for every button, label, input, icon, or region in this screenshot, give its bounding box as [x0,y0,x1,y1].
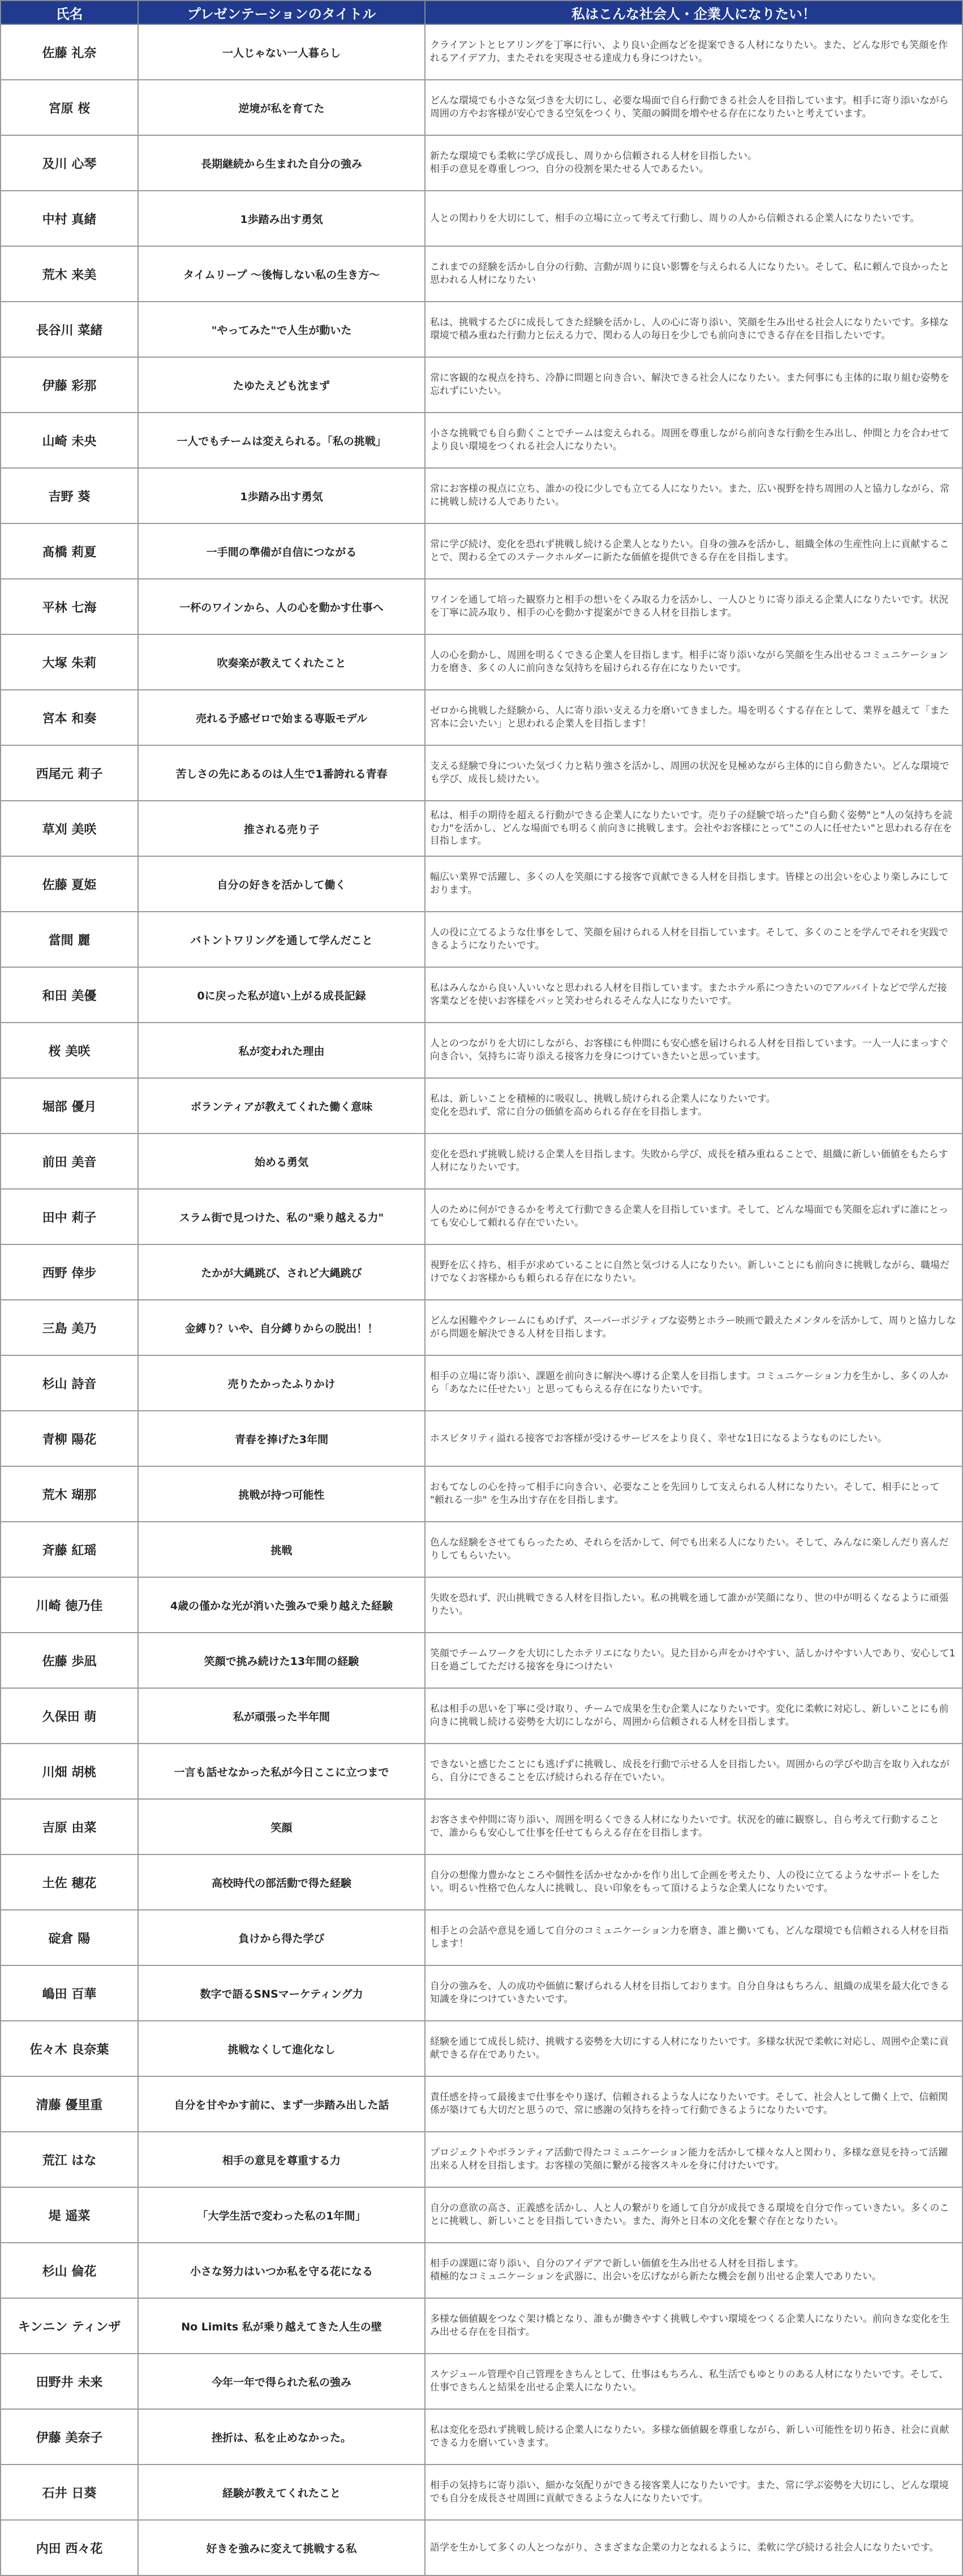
career-goal-cell [425,1023,962,1078]
presentation-title: たゆたえども沈まず [138,357,425,413]
table-header [1,1,962,24]
table-row [1,24,962,80]
table-row [1,357,962,413]
career-goal-cell [425,1577,962,1633]
presentation-title: "やってみた"で人生が動いた [138,302,425,357]
career-goal-text: 常にお客様の視点に立ち、誰かの役に少しでも立てる人になりたい。また、広い視野を持ち周囲の人と協力しながら、常に挑戦し続ける人でありたい。 [430,483,949,508]
presentation-title: 売りたかったふりかけ [138,1355,425,1411]
table-row [1,856,962,912]
table-row [1,1078,962,1134]
presentation-title: 長期継続から生まれた自分の強み [138,135,425,191]
career-goal-text: 相手の課題に寄り添い、自分のアイデアで新しい価値を生み出せる人材を目指します。 積極的なコミュニケーションを武器に、出会いを広げながら新たな機会を創り出せる企業人でありたい。 [430,2258,882,2282]
career-goal-text: 常に学び続け、変化を恐れず挑戦し続ける企業人となりたい。自身の強みを活かし、組織全体の生産性向上に貢献することで、関わる全てのステークホルダーに新たな価値を提供できる存在を目指します。 [430,539,949,563]
student-name: 石井 日葵 [1,2465,138,2520]
career-goal-text: できないと感じたことにも逃げずに挑戦し、成長を行動で示せる人を目指したい。周囲からの学びや助言を取り入れながら、自分にできることを広げ続けられる存在でいたい。 [430,1759,949,1783]
student-name: 清藤 優里重 [1,2076,138,2132]
career-goal-text: 私は、新しいことを積極的に吸収し、挑戦し続けられる企業人になりたいです。 変化を恐れず、常に自分の価値を高められる存在を目指します。 [430,1093,776,1118]
career-goal-text: 私は変化を恐れず挑戦し続ける企業人になりたい。多様な価値観を尊重しながら、新しい可能性を切り拓き、社会に貢献できる力を磨いていきます。 [430,2424,949,2449]
presentation-title: 数字で語るSNSマーケティング力 [138,1965,425,2021]
career-goal-text: 変化を恐れず挑戦し続ける企業人を目指します。失敗から学び、成長を積み重ねることで、組織に新しい価値をもたらす人材になりたいです。 [430,1149,948,1173]
career-goal-cell [425,1799,962,1854]
career-goal-text: ホスピタリティ溢れる接客でお客様が受けるサービスをより良く、幸せな1日になるようなものにしたい。 [430,1432,887,1444]
table-row [1,1023,962,1078]
career-goal-text: 自分の意欲の高さ、正義感を活かし、人と人の繋がりを通して自分が成長できる環境を自分で作っていきたい。多くのことに挑戦し、新しいことを目指していきたい。また、海外と日本の文化を繋ぐ存在となりたい。 [430,2203,949,2227]
career-goal-cell [425,912,962,967]
table-row [1,191,962,246]
career-goal-text: プロジェクトやボランティア活動で得たコミュニケーション能力を活かして様々な人と関わり、多様な意見を持って活躍出来る人材を目指します。お客様の笑顔に繋がる接客スキルを身に付けたいです。 [430,2147,948,2171]
presentation-title: 1歩踏み出す勇気 [138,191,425,246]
career-goal-text: 人との関わりを大切にして、相手の立場に立って考えて行動し、周りの人から信頼される企業人になりたいです。 [430,212,920,224]
career-goal-text: 笑顔でチームワークを大切にしたホテリエになりたい。見た目から声をかけやすい、話しかけやすい人であり、安心して1日を過ごしてただける接客を身につけたい [430,1648,956,1672]
student-name: 前田 美音 [1,1134,138,1189]
student-name: 和田 美優 [1,967,138,1023]
career-goal-cell [425,967,962,1023]
career-goal-text: ワインを通して培った観察力と相手の想いをくみ取る力を活かし、一人ひとりに寄り添える企業人になりたいです。状況を丁寧に読み取り、相手の心を動かす提案ができる人材を目指します。 [430,594,949,619]
student-name: 及川 心琴 [1,135,138,191]
table-row [1,1854,962,1910]
career-goal-cell [425,856,962,912]
presentation-title: たかが大縄跳び、されど大縄跳び [138,1244,425,1300]
table-row [1,690,962,745]
table-row [1,1355,962,1411]
table-row [1,1300,962,1355]
student-name: 堀部 優月 [1,1078,138,1134]
student-name: 杉山 倫花 [1,2243,138,2298]
header-name: 氏名 [1,1,138,24]
presentation-title: 売れる予感ゼロで始まる専販モデル [138,690,425,745]
career-goal-text: 色んな経験をさせてもらったため、それらを活かして、何でも出来る人になりたい。そして、みんなに楽しんだり喜んだりしてもらいたい。 [430,1537,949,1561]
career-goal-cell [425,1633,962,1688]
career-goal-text: 経験を通じて成長し続け、挑戦する姿勢を大切にする人材になりたいです。多様な状況で柔軟に対応し、周囲や企業に貢献できる存在でありたい。 [430,2036,949,2060]
student-name: 佐藤 歩凪 [1,1633,138,1688]
student-name: 青柳 陽花 [1,1411,138,1466]
presentation-title: 笑顔 [138,1799,425,1854]
presentation-title: 高校時代の部活動で得た経験 [138,1854,425,1910]
student-name: 三島 美乃 [1,1300,138,1355]
career-goal-cell [425,745,962,801]
student-name: 田中 莉子 [1,1189,138,1244]
career-goal-text: どんな環境でも小さな気づきを大切にし、必要な場面で自ら行動できる社会人を目指しています。相手に寄り添いながら周囲の方やお客様が安心できる空気をつくり、笑顔の瞬間を増やせる存在になりたいと考えています。 [430,95,949,119]
student-name: 荒木 瑚那 [1,1466,138,1522]
table-row [1,745,962,801]
presentation-title: 一人でもチームは変えられる。「私の挑戦」 [138,413,425,468]
career-goal-text: 私は相手の思いを丁寧に受け取り、チームで成果を生む企業人になりたいです。変化に柔軟に対応し、新しいことにも前向きに挑戦し続ける姿勢を大切にしながら、周囲から信頼される人材を目指します。 [430,1703,949,1728]
header-title: プレゼンテーションのタイトル [138,1,425,24]
table-row [1,1744,962,1799]
career-goal-text: おもてなしの心を持って相手に向き合い、必要なことを先回りして支えられる人材になりたい。そして、相手にとって "頼れる一歩" を生み出す存在を目指します。 [430,1482,940,1506]
table-row [1,468,962,523]
career-goal-text: 新たな環境でも柔軟に学び成長し、周りから信頼される人材を目指したい。 相手の意見を尊重しつつ、自分の役割を果たせる人であるたい。 [430,151,757,175]
student-name: 當間 麗 [1,912,138,967]
student-name: 川畑 胡桃 [1,1744,138,1799]
table-row [1,2298,962,2354]
career-goal-cell [425,80,962,135]
table-row [1,2021,962,2076]
presentation-title: 金縛り？いや、自分縛りからの脱出！！ [138,1300,425,1355]
career-goal-text: 失敗を恐れず、沢山挑戦できる人材を目指したい。私の挑戦を通して誰かが笑顔になり、世の中が明るくなるように頑張りたい。 [430,1592,949,1617]
table-row [1,523,962,579]
table-row [1,135,962,191]
career-goal-cell [425,2465,962,2520]
student-name: 川崎 徳乃佳 [1,1577,138,1633]
presentation-title: 一手間の準備が自信につながる [138,523,425,579]
table-row [1,2520,962,2575]
career-goal-text: 小さな挑戦でも自ら動くことでチームは変えられる。周囲を尊重しながら前向きな行動を生み出し、仲間と力を合わせてより良い環境をつくれる社会人になりたい。 [430,428,949,452]
table-row [1,1189,962,1244]
table-body [1,24,962,2575]
table-row [1,1965,962,2021]
career-goal-cell [425,1078,962,1134]
career-goal-cell [425,1910,962,1965]
presentation-title: 一人じゃない一人暮らし [138,24,425,80]
student-name: 桜 美咲 [1,1023,138,1078]
header-row [1,1,962,24]
student-name: 佐々木 良奈葉 [1,2021,138,2076]
presentation-title: 経験が教えてくれたこと [138,2465,425,2520]
career-goal-text: クライアントとヒアリングを丁寧に行い、より良い企画などを提案できる人材になりたい。また、どんな形でも笑顔を作れるアイデア力、またそれを実現させる達成力も身につけたい。 [430,40,948,64]
presentation-title: 負けから得た学び [138,1910,425,1965]
career-goal-cell [425,2354,962,2409]
career-goal-cell [425,246,962,302]
student-name: 大塚 朱莉 [1,634,138,690]
career-goal-text: 幅広い業界で活躍し、多くの人を笑顔にする接客で貢献できる人材を目指します。皆様との出会いを心より楽しみにしております。 [430,871,949,896]
career-goal-cell [425,1522,962,1577]
table-row [1,1466,962,1522]
career-goal-cell [425,1134,962,1189]
career-goal-text: 多様な価値観をつなぐ架け橋となり、誰もが働きやすく挑戦しやすい環境をつくる企業人になりたい。前向きな変化を生み出せる存在を目指す。 [430,2313,949,2338]
student-name: 斉藤 紅瑶 [1,1522,138,1577]
presentation-title: 挑戦なくして進化なし [138,2021,425,2076]
student-name: 山崎 未央 [1,413,138,468]
career-goal-cell [425,2409,962,2465]
career-goal-text: スケジュール管理や自己管理をきちんとして、仕事はもちろん、私生活でもゆとりのある人材になりたいです。そして、仕事できちんと結果を出せる企業人になりたい。 [430,2369,948,2393]
career-goal-cell [425,1411,962,1466]
table-row [1,413,962,468]
career-goal-text: 視野を広く持ち、相手が求めていることに自然と気づける人になりたい。新しいことにも前向きに挑戦しながら、職場だけでなくお客様からも頼られる存在になりたい。 [430,1260,949,1284]
presentation-title: 自分を甘やかす前に、まず一歩踏み出した話 [138,2076,425,2132]
table-row [1,302,962,357]
student-name: 碇倉 陽 [1,1910,138,1965]
career-goal-cell [425,413,962,468]
table-row [1,2354,962,2409]
career-goal-cell [425,634,962,690]
student-name: 髙橋 莉夏 [1,523,138,579]
career-goal-text: これまでの経験を活かし自分の行動、言動が周りに良い影響を与えられる人になりたい。そして、私に頼んで良かったと思われる人材になりたい [430,261,949,286]
table-row [1,1411,962,1466]
career-goal-cell [425,1300,962,1355]
career-goal-cell [425,690,962,745]
career-goal-cell [425,801,962,856]
career-goal-text: お客さまや仲間に寄り添い、周囲を明るくできる人材になりたいです。状況を的確に観察し、自ら考えて行動することで、誰からも安心して仕事を任せてもらえる存在を目指します。 [430,1814,939,1839]
career-goal-cell [425,2076,962,2132]
table-row [1,801,962,856]
table-row [1,1577,962,1633]
career-goal-cell [425,2132,962,2187]
presentation-title: 挑戦 [138,1522,425,1577]
career-goal-cell [425,1688,962,1744]
table-row [1,1522,962,1577]
career-goal-text: 常に客観的な視点を持ち、冷静に問題と向き合い、解決できる社会人になりたい。また何事にも主体的に取り組む姿勢を忘れずにいたい。 [430,372,949,397]
career-goal-cell [425,468,962,523]
student-name: 吉野 葵 [1,468,138,523]
career-goal-cell [425,24,962,80]
career-goal-text: 自分の強みを、人の成功や価値に繋げられる人材を目指しております。自分自身はもちろん、組織の成果を最大化できる知識を身につけていきたいです。 [430,1981,949,2005]
career-goal-text: 私は、挑戦するたびに成長してきた経験を活かし、人の心に寄り添い、笑顔を生み出せる社会人になりたいです。多様な環境で積み重ねた行動力と伝える力で、関わる人の毎日を少しでも前向きにできる存在を目指したいです。 [430,317,949,341]
student-name: 内田 西々花 [1,2520,138,2575]
presentation-title: 苦しさの先にあるのは人生で1番誇れる青春 [138,745,425,801]
career-goal-text: ゼロから挑戦した経験から、人に寄り添い支える力を磨いてきました。場を明るくする存在として、業界を越えて「また宮本に会いたい」と思われる企業人を目指します！ [430,705,949,729]
career-goal-text: 相手の立場に寄り添い、課題を前向きに解決へ導ける企業人を目指します。コミュニケーション力を生かし、多くの人から「あなたに任せたい」と思ってもらえる存在になりたいです。 [430,1371,948,1395]
student-name: 久保田 萌 [1,1688,138,1744]
student-name: 伊藤 彩那 [1,357,138,413]
career-goal-cell [425,1244,962,1300]
presentation-title: 逆境が私を育てた [138,80,425,135]
presentation-title: 自分の好きを活かして働く [138,856,425,912]
student-name: 土佐 穂花 [1,1854,138,1910]
table-row [1,579,962,634]
career-goal-cell [425,1466,962,1522]
student-name: 長谷川 菜緒 [1,302,138,357]
career-goal-text: 人のために何ができるかを考えて行動できる企業人を目指しています。そして、どんな場面でも笑顔を忘れずに誰にとっても安心して頼れる存在でいたい。 [430,1204,948,1229]
career-goal-cell [425,523,962,579]
student-name: 堤 遥菜 [1,2187,138,2243]
student-name: 荒木 来美 [1,246,138,302]
career-goal-text: 私は、相手の期待を超える行動ができる企業人になりたいです。売り子の経験で培った"自ら動く姿勢"と"人の気持ちを読む力"を活かし、どんな場面でも明るく前向きに挑戦します。会社やお客様にとって"この人に任せたい"と思われる存在を目指します。 [430,809,953,847]
table-row [1,2243,962,2298]
table-row [1,2465,962,2520]
student-name: 宮原 桜 [1,80,138,135]
table-row [1,912,962,967]
career-goal-text: 人の心を動かし、周囲を明るくできる企業人を目指します。相手に寄り添いながら笑顔を生み出せるコミュニケーション力を磨き、多くの人に前向きな気持ちを届けられる存在になりたいです。 [430,650,948,674]
presentation-title: 好きを強みに変えて挑戦する私 [138,2520,425,2575]
career-goal-cell [425,2021,962,2076]
presentation-title: 私が頑張った半年間 [138,1688,425,1744]
career-goal-text: 私はみんなから良い人いいなと思われる人材を目指しています。またホテル系につきたいのでアルバイトなどで学んだ接客業などを使いお客様をパッと笑わせられるそんな人になりたいです。 [430,982,947,1007]
career-goal-cell [425,357,962,413]
table-row [1,1910,962,1965]
presentation-title: 私が変われた理由 [138,1023,425,1078]
table-row [1,1799,962,1854]
student-name: 草刈 美咲 [1,801,138,856]
student-name: 佐藤 夏姫 [1,856,138,912]
career-goal-cell [425,579,962,634]
presentation-title: 今年一年で得られた私の強み [138,2354,425,2409]
table-row [1,2076,962,2132]
career-goal-cell [425,1355,962,1411]
student-name: 中村 真緒 [1,191,138,246]
career-goal-text: 人の役に立てるような仕事をして、笑顔を届けられる人材を目指しています。そして、多くのことを学んでそれを実践できるようになりたいです。 [430,927,948,951]
career-goal-cell [425,1854,962,1910]
career-goal-cell [425,191,962,246]
presentation-title: 一杯のワインから、人の心を動かす仕事へ [138,579,425,634]
career-goal-text: 支える経験で身についた気づく力と粘り強さを活かし、周囲の状況を見極めながら主体的に自ら動きたい。どんな環境でも学び、成長し続けたい。 [430,761,949,785]
career-goal-cell [425,2243,962,2298]
table-row [1,1633,962,1688]
student-name: 宮本 和奏 [1,690,138,745]
table-row [1,2132,962,2187]
career-goal-cell [425,2187,962,2243]
table-row [1,80,962,135]
career-goal-cell [425,302,962,357]
table-row [1,2409,962,2465]
presentation-title: バトントワリングを通して学んだこと [138,912,425,967]
presentation-title: 青春を捧げた3年間 [138,1411,425,1466]
student-name: 嶋田 百華 [1,1965,138,2021]
presentation-title: 推される売り子 [138,801,425,856]
presentation-title: 「大学生活で変わった私の1年間」 [138,2187,425,2243]
presentation-title: 挑戦が持つ可能性 [138,1466,425,1522]
student-name: 田野井 未来 [1,2354,138,2409]
presentation-title: スラム街で見つけた、私の"乗り越える力" [138,1189,425,1244]
table-row [1,1688,962,1744]
career-goal-text: どんな困難やクレームにもめげず、スーパーポジティブな姿勢とホラー映画で鍛えたメンタルを活かして、周りと協力しながら問題を解決できる人材を目指します。 [430,1315,956,1339]
career-goal-cell [425,2298,962,2354]
presentation-title: 1歩踏み出す勇気 [138,468,425,523]
presentation-title: No Limits 私が乗り越えてきた人生の壁 [138,2298,425,2354]
career-goal-cell [425,135,962,191]
presentation-title: ボランティアが教えてくれた働く意味 [138,1078,425,1134]
presentation-title: 挫折は、私を止めなかった。 [138,2409,425,2465]
table-row [1,1244,962,1300]
student-name: 杉山 詩音 [1,1355,138,1411]
header-goal: 私はこんな社会人・企業人になりたい！ [425,1,962,24]
student-name: 西野 倖步 [1,1244,138,1300]
career-goal-cell [425,2520,962,2575]
table-row [1,634,962,690]
presentation-title: 相手の意見を尊重する力 [138,2132,425,2187]
student-name: 荒江 はな [1,2132,138,2187]
career-goal-cell [425,1189,962,1244]
presentation-title: 小さな努力はいつか私を守る花になる [138,2243,425,2298]
table-row [1,2187,962,2243]
career-goal-text: 人とのつながりを大切にしながら、お客様にも仲間にも安心感を届けられる人材を目指しています。一人一人にまっすぐ向き合い、気持ちに寄り添える接客力を身につけていきたいと思っています。 [430,1038,949,1062]
career-goal-text: 語学を生かして多くの人とつながり、さまざまな企業の力となれるように、柔軟に学び続ける社会人になりたいです。 [430,2541,939,2553]
student-name: 西尾元 莉子 [1,745,138,801]
presentation-title: 始める勇気 [138,1134,425,1189]
presentation-title: 笑顔で挑み続けた13年間の経験 [138,1633,425,1688]
career-goal-text: 相手との会話や意見を通して自分のコミュニケーション力を磨き、誰と働いても、どんな環境でも信頼される人材を目指します！ [430,1925,949,1950]
career-goal-cell [425,1744,962,1799]
student-name: 伊藤 美奈子 [1,2409,138,2465]
table-row [1,1134,962,1189]
presentation-title: 吹奏楽が教えてくれたこと [138,634,425,690]
presentation-title: 一言も話せなかった私が今日ここに立つまで [138,1744,425,1799]
career-goal-text: 自分の想像力豊かなところや個性を活かせなかかを作り出して企画を考えたり、人の役に立てるようなサポートをしたい。明るい性格で色んな人に挑戦し、良い印象をもって頂けるような企業人になりたいです。 [430,1870,940,1894]
table-row [1,246,962,302]
table-row [1,967,962,1023]
student-name: 佐藤 礼奈 [1,24,138,80]
student-name: 吉原 由菜 [1,1799,138,1854]
career-goal-text: 相手の気持ちに寄り添い、細かな気配りができる接客業人になりたいです。また、常に学ぶ姿勢を大切にし、どんな環境でも自分を成長させ周囲に貢献できるような人になりたいです。 [430,2480,949,2504]
career-goal-cell [425,1965,962,2021]
presentation-title: 0に戻った私が這い上がる成長記録 [138,967,425,1023]
student-name: 平林 七海 [1,579,138,634]
career-goal-text: 責任感を持って最後まで仕事をやり遂げ、信頼されるような人になりたいです。そして、社会人として働く上で、信頼関係が築けても大切だと思うので、常に感謝の気持ちを持って行動できるようになりたいです。 [430,2092,948,2116]
presentation-title: タイムリープ 〜後悔しない私の生き方〜 [138,246,425,302]
student-name: キンニン ティンザ [1,2298,138,2354]
presentation-title: 4歳の僅かな光が消いた強みで乗り越えた経験 [138,1577,425,1633]
